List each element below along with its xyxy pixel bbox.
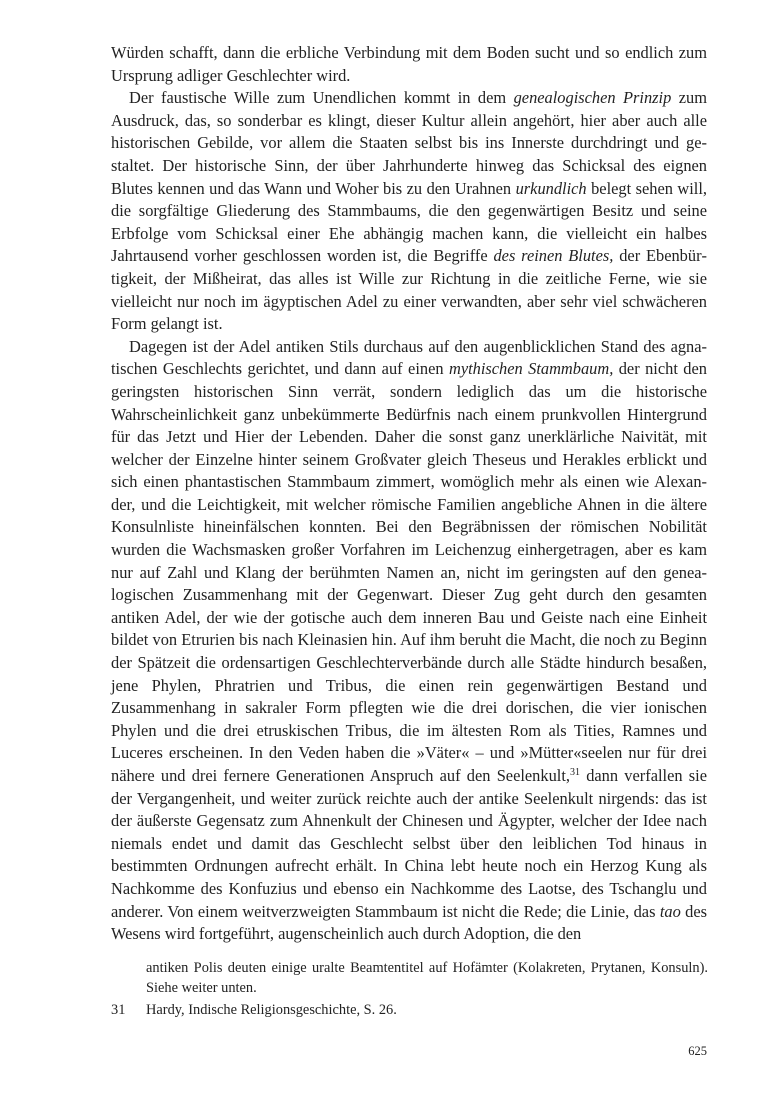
footnote-ref: 31 — [569, 767, 580, 778]
italic-phrase: mythischen Stammbaum, — [448, 359, 614, 379]
italic-phrase: genealogischen Prinzip — [513, 88, 672, 108]
text-run: dann verfallen sie der Vergangenheit, und weiter zurück reichte auch der antike Seelenkult nirgends: das ist der äußerste Gegensatz zum Ahnenkult der Chinesen und Ägypter, welcher der Idee nach niemals endet und damit das Geschlecht selbst über den leiblichen Tod hinaus in bestimmten Ordnungen aufrecht erhält. In China lebt heute noch ein Herzog Kung als Nachkomme des Konfuzius und ebenso ein Nachkomme des Laotse, des Tschanglu und anderer. Von einem weitverzweigten Stammbaum ist nicht die Rede; die Linie, das — [111, 766, 707, 921]
italic-phrase: des reinen Blutes, — [493, 246, 614, 266]
italic-phrase: tao — [659, 901, 681, 921]
footnote-number: 31 — [111, 1002, 126, 1018]
page-number: 625 — [688, 1044, 707, 1058]
text-run: des Wesens wird fortgeführt, augenscheinlich auch durch Adoption, die den — [111, 901, 707, 944]
text-run: Dagegen ist der Adel antiken Stils durchaus auf den augenblicklichen Stand des agnatischen Geschlechts gerichtet, und dann auf einen — [111, 336, 707, 379]
footnote-continuation — [146, 958, 708, 998]
footnote-31 — [111, 1000, 707, 1020]
text-run: der nicht den geringsten historischen Sinn verrät, sondern lediglich das um die historische Wahrscheinlichkeit ganz unbekümmerte Bedürfnis nach einem prunkvollen Hintergrund für das Jetzt und Hier der Lebenden. Daher die sonst ganz unerklärliche Naivität, mit welcher der Einzelne hinter seinem Großvater gleich Theseus und Herakles erblickt und sich einen phantastischen Stammbaum zimmert, womöglich mehr als einen wie Alexander, und die Leichtigkeit, mit welcher römische Familien angebliche Ahnen in die ältere Konsulnliste hineinfälschen konnten. Bei den Begräbnissen der römischen Nobilität wurden die Wachsmasken großer Vorfahren im Leichenzug einhergetragen, aber es kam nur auf Zahl und Klang der berühmten Namen an, nicht im geringsten auf den genealogischen Zusammenhang mit der Gegenwart. Dieser Zug geht durch den gesamten antiken Adel, der wie der gotische auch dem inneren Bau und Geiste nach eine Einheit bildet von Etrurien bis nach Kleinasien hin. Auf ihm beruht die Macht, die noch zu Beginn der Spätzeit die ordensartigen Geschlechterverbände durch alle Städte hindurch besaßen, jene Phylen, Phratrien und Tribus, die einen rein gegenwärtigen Bestand und Zusammenhang in sakraler Form pflegten wie die drei dorischen, die vier ionischen Phylen und die drei etruskischen Tribus, die im ältesten Rom als Tities, Ramnes und Luceres erscheinen. In den Veden haben die »Väter« – und »Mütter«seelen nur für drei nähere und drei fernere Generationen Anspruch auf den Seelenkult, — [111, 359, 707, 785]
footnote-continuation-text: antiken Polis deuten einige uralte Beamtentitel auf Hofämter (Kolakreten, Prytanen, Konsuln). Siehe weiter unten. — [146, 960, 708, 996]
text-run: belegt sehen will, die sorgfältige Gliederung des Stammbaums, die den gegenwärtigen Besitz und seine Erbfolge vom Schicksal einer Ehe abhängig machen kann, die vielleicht ein halbes Jahrtausend vorher geschlossen worden ist, die Begriffe — [111, 178, 707, 266]
main-text — [111, 42, 707, 946]
paragraph — [111, 42, 707, 87]
text-run: Würden schafft, dann die erbliche Verbindung mit dem Boden sucht und so endlich zum Ursprung adliger Geschlechter wird. — [111, 43, 707, 85]
paragraph — [111, 336, 707, 946]
footnote-text: Hardy, Indische Religionsgeschichte, S. 26. — [146, 1002, 397, 1018]
paragraph — [111, 87, 707, 336]
text-run: zum Ausdruck, das, so sonderbar es klingt, dieser Kultur allein angehört, hier aber auch alle historischen Gebilde, vor allem die Staaten selbst bis ins Innerste durchdringt und gestaltet. Der historische Sinn, der über Jahrhunderte hinweg das Schicksal des eignen Blutes kennen und das Wann und Woher bis zu den Urahnen — [111, 88, 707, 198]
italic-phrase: urkundlich — [515, 178, 587, 198]
text-run: Der faustische Wille zum Unendlichen kommt in dem — [129, 88, 514, 108]
text-run: der Ebenbürtigkeit, der Mißheirat, das alles ist Wille zur Richtung in die zeitliche Ferne, wie sie vielleicht nur noch im ägyptischen Adel zu einer verwandten, aber sehr viel schwächeren Form gelangt ist. — [111, 246, 707, 334]
